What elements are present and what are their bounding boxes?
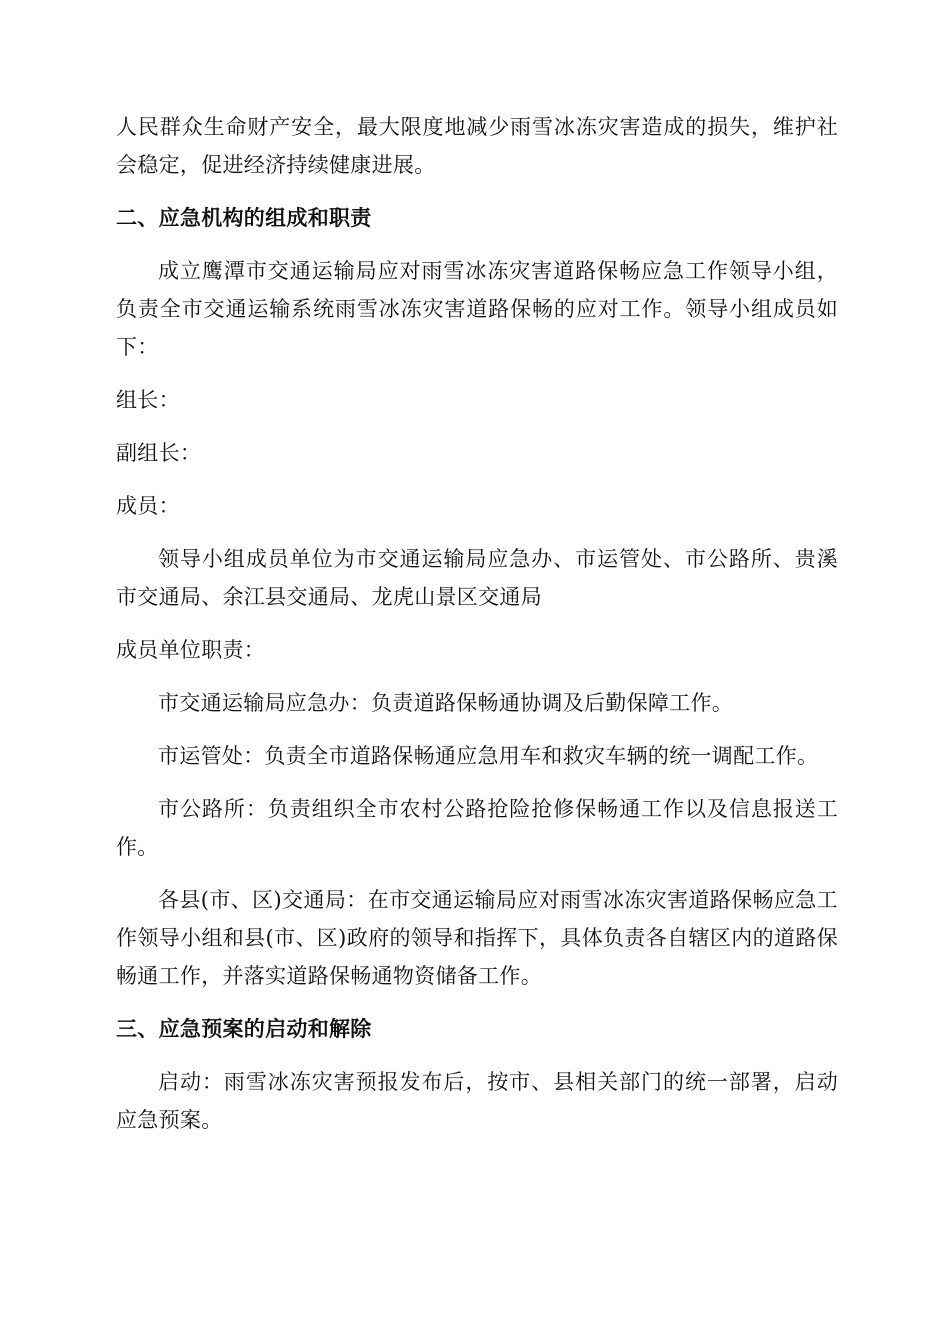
- section-3-heading: 三、应急预案的启动和解除: [116, 1016, 372, 1041]
- members-line: 成员：: [116, 494, 180, 518]
- activation-paragraph: 启动：雨雪冰冻灾害预报发布后，按市、县相关部门的统一部署，启动应急预案。: [116, 1070, 838, 1132]
- section-2-heading: 二、应急机构的组成和职责: [116, 205, 372, 230]
- member-units-paragraph: 领导小组成员单位为市交通运输局应急办、市运管处、市公路所、贵溪市交通局、余江县交通局、龙虎山景区交通局: [116, 547, 838, 609]
- intro-tail-paragraph: 人民群众生命财产安全，最大限度地减少雨雪冰冻灾害造成的损失，维护社会稳定，促进经济持续健康进展。: [116, 115, 838, 177]
- setup-paragraph: 成立鹰潭市交通运输局应对雨雪冰冻灾害道路保畅应急工作领导小组，负责全市交通运输系统雨雪冰冻灾害道路保畅的应对工作。领导小组成员如下：: [116, 259, 838, 359]
- duties-title: 成员单位职责：: [116, 638, 266, 662]
- duty-emergency-office: 市交通运输局应急办：负责道路保畅通协调及后勤保障工作。: [158, 691, 734, 715]
- duty-county-bureaus: 各县(市、区)交通局：在市交通运输局应对雨雪冰冻灾害道路保畅应急工作领导小组和县(市、区)政府的领导和指挥下，具体负责各自辖区内的道路保畅通工作，并落实道路保畅通物资储备工作。: [116, 888, 838, 988]
- duty-transport-office: 市运管处：负责全市道路保畅通应急用车和救灾车辆的统一调配工作。: [158, 744, 819, 768]
- deputy-leader-line: 副组长：: [116, 441, 202, 465]
- duty-highway-office: 市公路所：负责组织全市农村公路抢险抢修保畅通工作以及信息报送工作。: [116, 797, 838, 859]
- document-page: [116, 108, 838, 1139]
- leader-line: 组长：: [116, 388, 180, 412]
